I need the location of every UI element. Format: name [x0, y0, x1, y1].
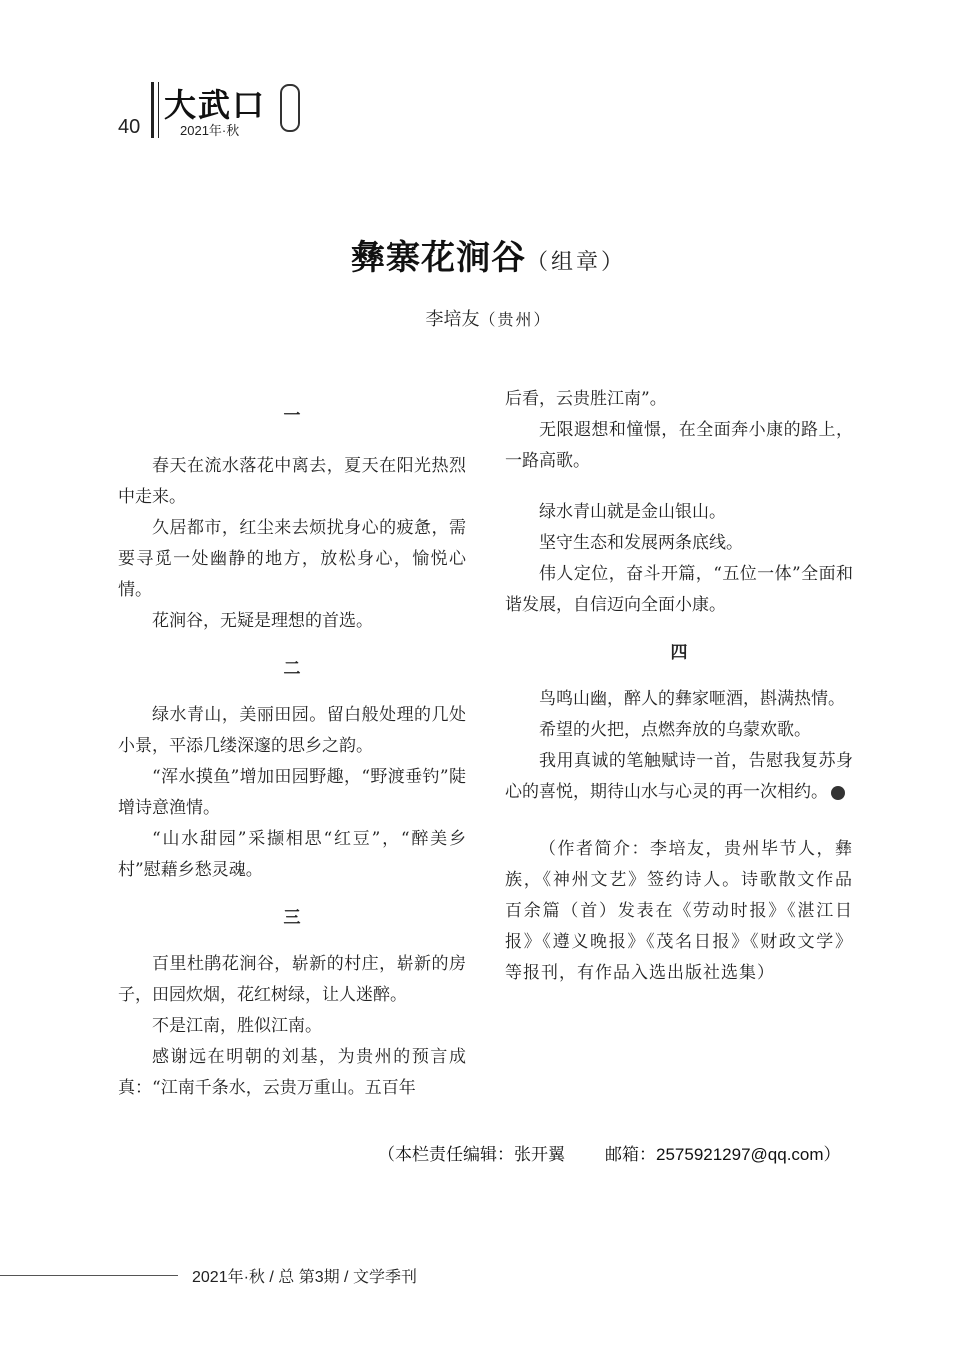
author-line: [0, 305, 977, 331]
paragraph: “浑水摸鱼”增加田园野趣，“野渡垂钓”陡增诗意渔情。: [118, 767, 466, 818]
article-title-block: [0, 230, 977, 279]
section-heading-3: 三: [283, 908, 301, 927]
page-header: [118, 78, 338, 140]
paragraph: 无限遐想和憧憬，在全面奔小康的路上，一路高歌。: [505, 420, 853, 471]
paragraph: 绿水青山就是金山银山。: [539, 502, 726, 522]
author-bio: （作者简介：李培友，贵州毕节人，彝族，《神州文艺》签约诗人。诗歌散文作品百余篇（首）发表在《劳动时报》《湛江日报》《遵义晚报》《茂名日报》《财政文学》等报刊，有作品入选出版社选集）: [505, 839, 853, 983]
end-mark-icon: [831, 786, 845, 800]
paragraph: 希望的火把，点燃奔放的乌蒙欢歌。: [539, 720, 811, 740]
paragraph: “山水甜园”采撷相思“红豆”，“醉美乡村”慰藉乡愁灵魂。: [118, 829, 466, 880]
editor-email: 邮箱：2575921297@qq.com）: [605, 1145, 841, 1164]
paragraph: 感谢远在明朝的刘基，为贵州的预言成真：“江南千条水，云贵万重山。五百年: [118, 1047, 466, 1098]
issue-label: 2021年·秋: [180, 123, 240, 138]
seal-emblem-icon: [280, 84, 300, 132]
paragraph-text: 我用真诚的笔触赋诗一首，告慰我复苏身心的喜悦，期待山水与心灵的再一次相约。: [505, 751, 853, 802]
section-heading-4: 四: [670, 643, 688, 662]
editor-note: [378, 1140, 858, 1165]
paragraph: 久居都市，红尘来去烦扰身心的疲惫，需要寻觅一处幽静的地方，放松身心，愉悦心情。: [118, 518, 466, 600]
section-heading-2: 二: [283, 659, 301, 678]
paragraph: 花涧谷，无疑是理想的首选。: [152, 611, 373, 631]
page-number: 40: [118, 116, 141, 138]
header-divider-thin: [158, 82, 159, 138]
paragraph-continued: 后看，云贵胜江南”。: [505, 389, 667, 409]
left-column: [118, 388, 466, 1104]
article-subtitle: （组章）: [525, 250, 626, 275]
magazine-name: 大武口: [164, 86, 267, 124]
author-origin: （贵州）: [479, 310, 552, 329]
paragraph: 伟人定位，奋斗开篇，“五位一体”全面和谐发展，自信迈向全面小康。: [505, 564, 853, 615]
author-name: 李培友: [425, 309, 480, 329]
right-column: [505, 384, 853, 989]
footer-rule: [0, 1275, 178, 1276]
paragraph: [505, 746, 853, 808]
article-title: 彝寨花涧谷: [350, 238, 526, 278]
paragraph: 百里杜鹃花涧谷，崭新的村庄，崭新的房子，田园炊烟，花红树绿，让人迷醉。: [118, 954, 466, 1005]
paragraph: 坚守生态和发展两条底线。: [539, 533, 743, 553]
header-divider: [151, 82, 154, 138]
paragraph: 鸟鸣山幽，醉人的彝家咂酒，斟满热情。: [539, 689, 845, 709]
paragraph: 春天在流水落花中离去，夏天在阳光热烈中走来。: [118, 456, 466, 507]
paragraph: 不是江南，胜似江南。: [152, 1016, 322, 1036]
page-footer: 2021年·秋 / 总 第3期 / 文学季刊: [192, 1269, 417, 1286]
editor-credit: （本栏责任编辑：张开翼: [378, 1145, 565, 1164]
section-heading-1: 一: [283, 406, 301, 425]
paragraph: 绿水青山，美丽田园。留白般处理的几处小景，平添几缕深邃的思乡之韵。: [118, 705, 466, 756]
